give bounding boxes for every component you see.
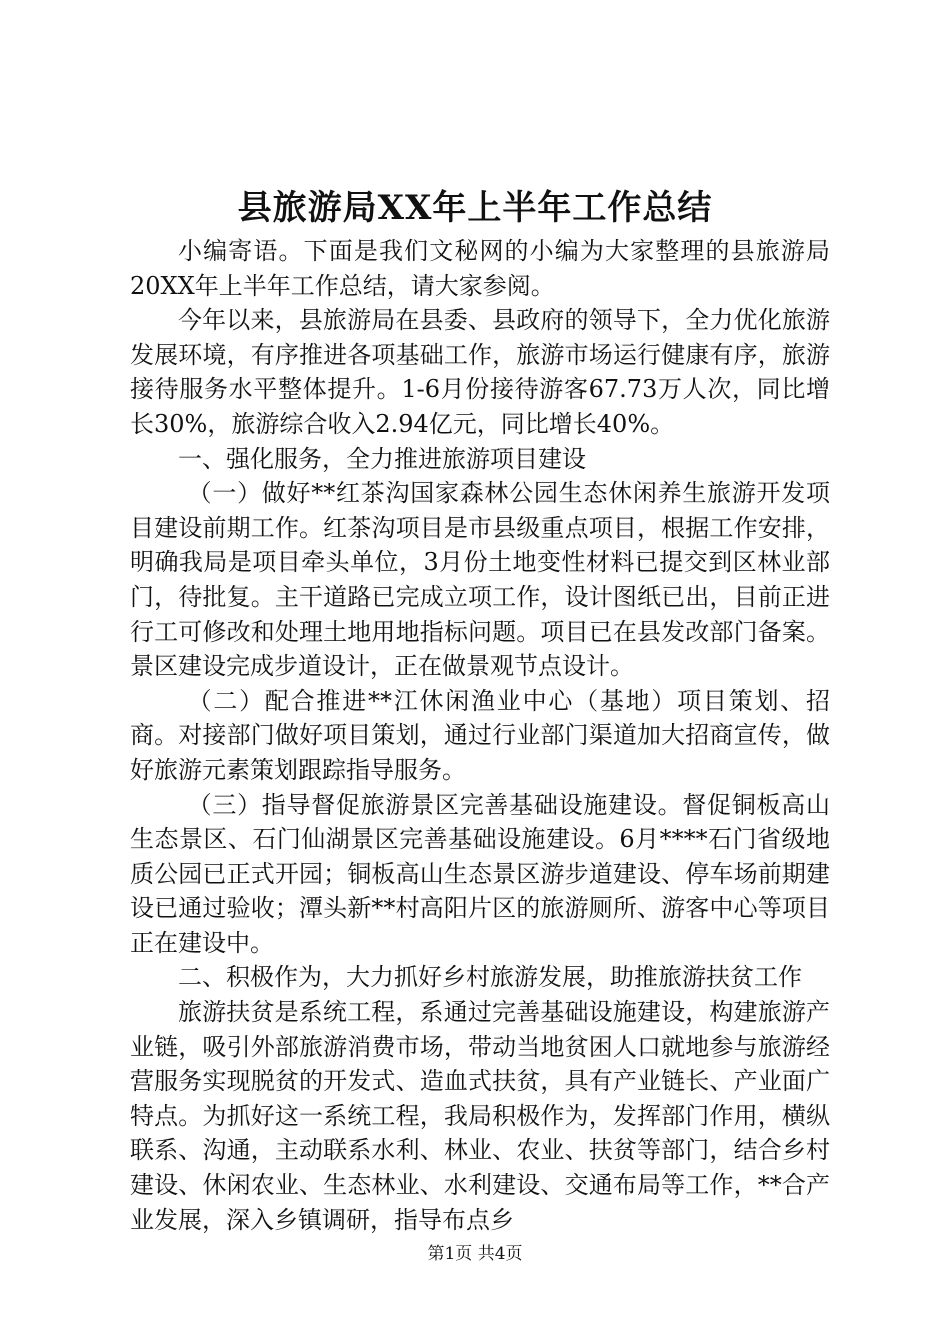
paragraph-overview: 今年以来，县旅游局在县委、县政府的领导下，全力优化旅游发展环境，有序推进各项基础工作，旅游市场运行健康有序，旅游接待服务水平整体提升。1-6月份接待游客67.73万人次，同比增长30%，旅游综合收入2.94亿元，同比增长40%。 xyxy=(130,306,830,438)
subsection-1: （一）做好**红茶沟国家森林公园生态休闲养生旅游开发项目建设前期工作。红茶沟项目是市县级重点项目，根据工作安排，明确我局是项目牵头单位，3月份土地变性材料已提交到区林业部门，待批复。主干道路已完成立项工作，设计图纸已出，目前正进行工可修改和处理土地用地指标问题。项目已在县发改部门备案。景区建设完成步道设计，正在做景观节点设计。 xyxy=(130,479,830,681)
page-number: 第1页 共4页 xyxy=(427,1244,523,1264)
subsection-3: （三）指导督促旅游景区完善基础设施建设。督促铜板高山生态景区、石门仙湖景区完善基础设施建设。6月****石门省级地质公园已正式开园；铜板高山生态景区游步道建设、停车场前期建设已通过验收；潭头新**村高阳片区的旅游厕所、游客中心等项目正在建设中。 xyxy=(130,790,830,957)
section-heading-1: 一、强化服务，全力推进旅游项目建设 xyxy=(178,444,586,473)
subsection-2: （二）配合推进**江休闲渔业中心（基地）项目策划、招商。对接部门做好项目策划，通过行业部门渠道加大招商宣传，做好旅游元素策划跟踪指导服务。 xyxy=(130,686,830,784)
section-heading-2: 二、积极作为，大力抓好乡村旅游发展，助推旅游扶贫工作 xyxy=(178,963,802,992)
page-title: 县旅游局XX年上半年工作总结 xyxy=(237,188,713,228)
paragraph-poverty-alleviation: 旅游扶贫是系统工程，系通过完善基础设施建设，构建旅游产业链，吸引外部旅游消费市场，带动当地贫困人口就地参与旅游经营服务实现脱贫的开发式、造血式扶贫，具有产业链长、产业面广特点。为抓好这一系统工程，我局积极作为，发挥部门作用，横纵联系、沟通，主动联系水利、林业、农业、扶贫等部门，结合乡村建设、休闲农业、生态林业、水利建设、交通布局等工作，**合产业发展，深入乡镇调研，指导布点乡 xyxy=(130,998,830,1234)
document-body xyxy=(130,234,830,1237)
paragraph-intro: 小编寄语。下面是我们文秘网的小编为大家整理的县旅游局20XX年上半年工作总结，请大家参阅。 xyxy=(130,237,830,300)
